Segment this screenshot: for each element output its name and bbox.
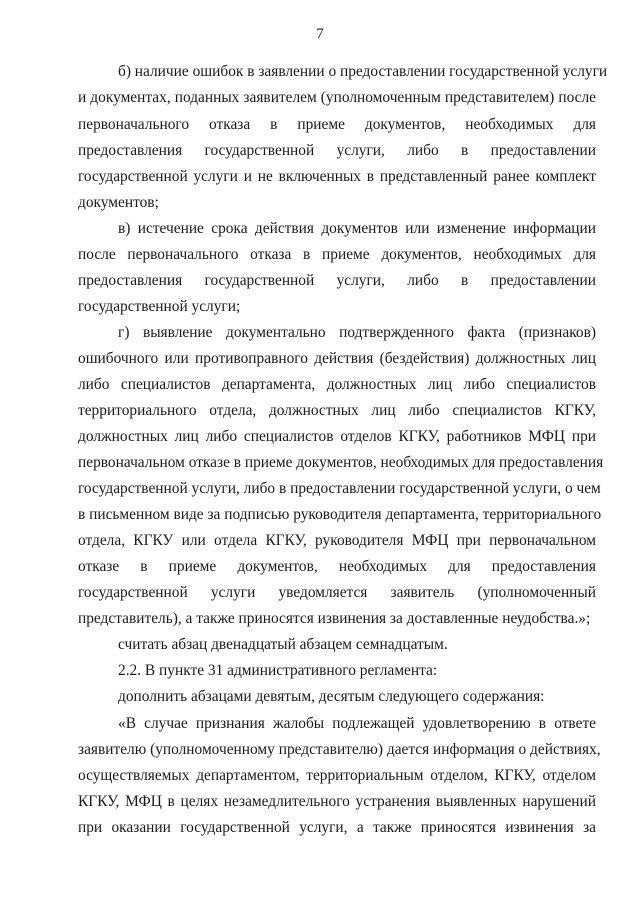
text-line: государственной услуги и не включенных в представленный ранее комплект [78, 168, 596, 185]
text-line: отдела, КГКУ или отдела КГКУ, руководителя МФЦ при первоначальном [78, 532, 596, 549]
text-line: дополнить абзацами девятым, десятым следующего содержания: [118, 688, 545, 705]
text-line: «В случае признания жалобы подлежащей удовлетворению в ответе [118, 715, 596, 732]
text-line: представитель), а также приносятся извинения за доставленные неудобства.»; [78, 610, 591, 627]
text-line: документов; [78, 194, 159, 211]
text-line: государственной услуги, либо в предоставлении государственной услуги, о чем [78, 480, 601, 497]
text-line: в письменном виде за подписью руководителя департамента, территориального [78, 506, 602, 523]
text-line: государственной услуги уведомляется заявитель (уполномоченный [78, 584, 596, 601]
text-line: считать абзац двенадцатый абзацем семнадцатым. [118, 636, 448, 653]
text-line: после первоначального отказа в приеме документов, необходимых для [78, 246, 596, 263]
text-line: должностных лиц либо специалистов отделов КГКУ, работников МФЦ при [78, 428, 596, 445]
text-line: КГКУ, МФЦ в целях незамедлительного устранения выявленных нарушений [78, 793, 596, 810]
text-line: ошибочного или противоправного действия (бездействия) должностных лиц [78, 350, 596, 367]
text-line: первоначальном отказе в приеме документов, необходимых для предоставления [78, 454, 604, 471]
text-line: предоставления государственной услуги, либо в предоставлении [78, 272, 596, 289]
text-line: государственной услуги; [78, 298, 241, 315]
page-number: 7 [316, 26, 324, 42]
text-line: отказе в приеме документов, необходимых для предоставления [78, 558, 596, 575]
text-line: при оказании государственной услуги, а также приносятся извинения за [78, 819, 596, 836]
text-line: либо специалистов департамента, должностных лиц либо специалистов [78, 376, 596, 393]
text-line: б) наличие ошибок в заявлении о предоставлении государственной услуги [118, 63, 608, 80]
text-line: первоначального отказа в приеме документов, необходимых для [78, 116, 596, 133]
text-line: заявителю (уполномоченному представителю) дается информация о действиях, [78, 741, 601, 758]
text-line: осуществляемых департаментом, территориальным отделом, КГКУ, отделом [78, 767, 596, 784]
text-line: г) выявление документально подтвержденного факта (признаков) [118, 324, 596, 341]
text-line: территориального отдела, должностных лиц либо специалистов КГКУ, [78, 402, 596, 419]
text-line: 2.2. В пункте 31 административного регламента: [118, 662, 438, 679]
text-line: и документах, поданных заявителем (уполномоченным представителем) после [78, 89, 596, 106]
text-line: в) истечение срока действия документов или изменение информации [118, 220, 596, 237]
text-line: предоставления государственной услуги, либо в предоставлении [78, 142, 596, 159]
